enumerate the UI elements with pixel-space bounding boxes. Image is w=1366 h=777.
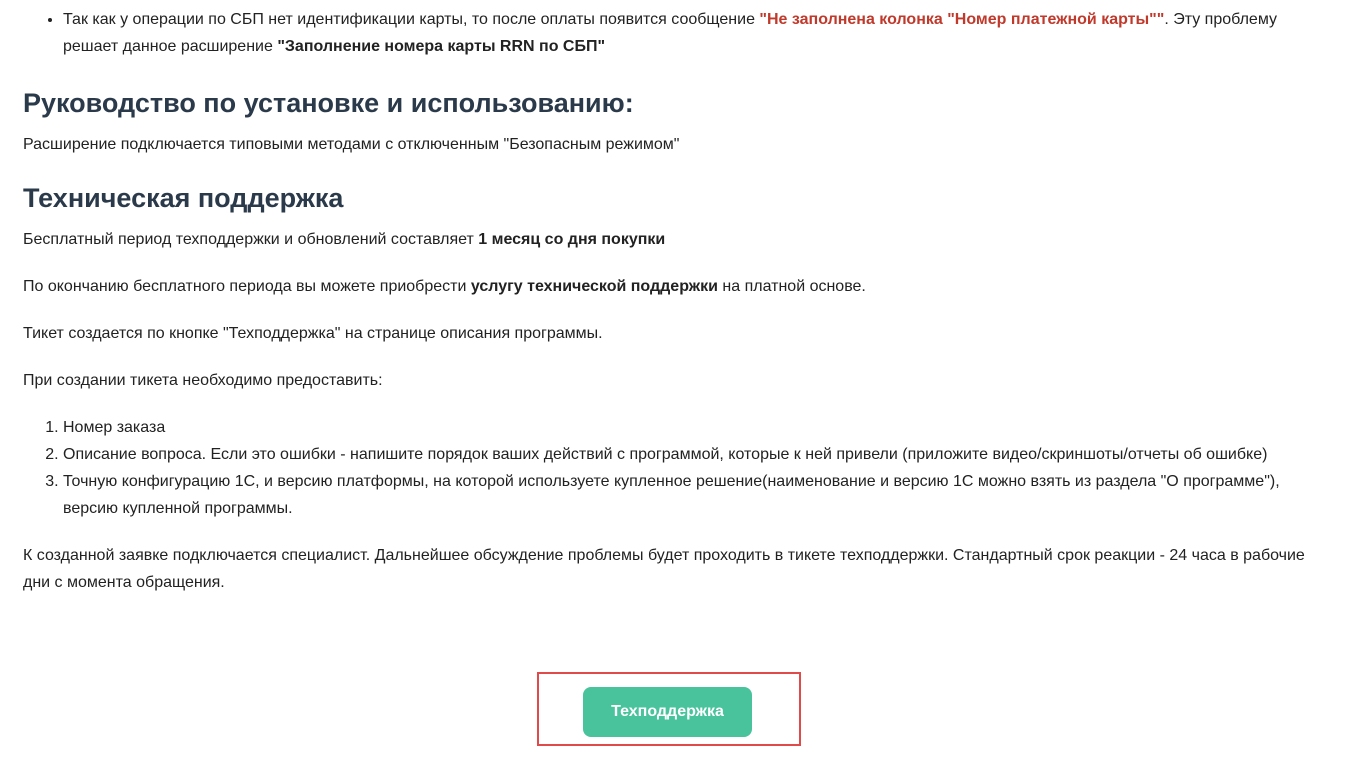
tech-support-button[interactable]: Техподдержка <box>583 687 752 737</box>
install-text: Расширение подключается типовыми методами с отключенным "Безопасным режимом" <box>23 136 680 153</box>
paid-support-text <box>23 273 1313 300</box>
ticket-text: Тикет создается по кнопке "Техподдержка" на странице описания программы. <box>23 325 603 342</box>
support-heading: Техническая поддержка <box>23 183 344 213</box>
intro-text-1: Так как у операции по СБП нет идентификации карты, то после оплаты появится сообщение <box>63 11 760 28</box>
paid-support-bold: услугу технической поддержки <box>470 278 718 295</box>
intro-bullet <box>63 6 1313 60</box>
free-period-text <box>23 226 1313 253</box>
requirement-item: 3. Точную конфигурацию 1С, и версию платформы, на которой используете купленное решение(наименование и версию 1С можно взять из раздела "О программе"), версию купленной программы. <box>63 468 1313 522</box>
paid-text-2: на платной основе. <box>717 278 866 295</box>
intro-list <box>23 6 1313 60</box>
free-period-label: Бесплатный период техподдержки и обновлений составляет <box>23 231 479 248</box>
requirements-list <box>23 414 1313 522</box>
free-period-value: 1 месяц со дня покупки <box>478 231 666 248</box>
intro-text-2: . Эту проблему решает данное расширение <box>63 11 1277 55</box>
extension-name: "Заполнение номера карты RRN по СБП" <box>277 38 606 55</box>
requirement-item: 2. Описание вопроса. Если это ошибки - напишите порядок ваших действий с программой, которые к ней привели (приложите видео/скриншоты/отчеты об ошибке) <box>63 441 1313 468</box>
description-content <box>23 6 1313 596</box>
paid-text-1: По окончанию бесплатного периода вы можете приобрести <box>23 278 471 295</box>
error-message-highlight: "Не заполнена колонка "Номер платежной карты"" <box>759 11 1165 28</box>
requirement-item: 1. Номер заказа <box>63 414 1313 441</box>
install-heading: Руководство по установке и использованию: <box>23 88 634 118</box>
provide-text: При создании тикета необходимо предоставить: <box>23 372 383 389</box>
final-text: К созданной заявке подключается специалист. Дальнейшее обсуждение проблемы будет проходить в тикете техподдержки. Стандартный срок реакции - 24 часа в рабочие дни с момента обращения. <box>23 547 1305 591</box>
